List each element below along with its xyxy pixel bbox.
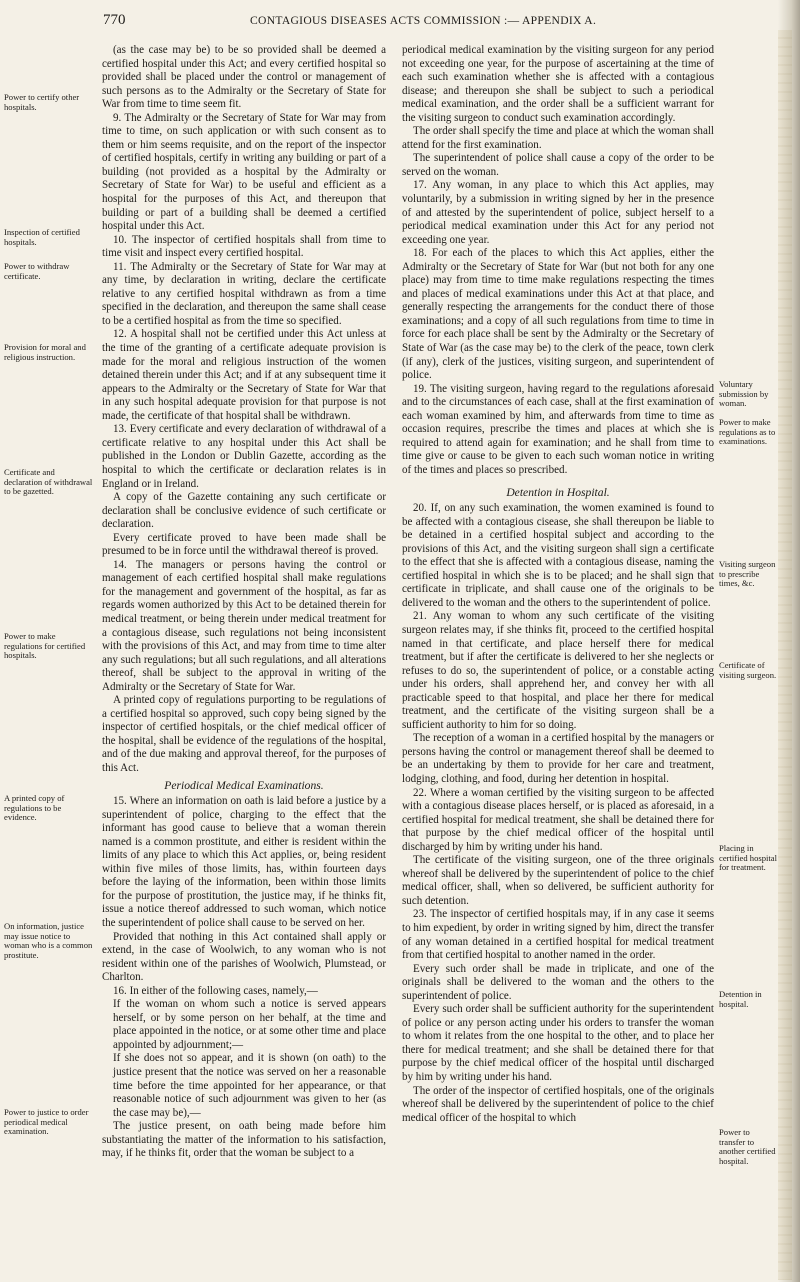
section-23: 23. The inspector of certified hospitals may, if in any case it seems to him expedient, by order in writing signed by him, direct the transfer of any woman detained in a certified hospital for medical treatment from that certified hospital to another named in the order. — [402, 908, 714, 962]
margin-note-right: Power to transfer to another certified hospital. — [719, 1127, 776, 1166]
paragraph: periodical medical examination by the visiting surgeon for any period not exceeding one year, for the purpose of ascertaining at the time of each such examination whether she is affected with a contagious disease; and thereupon she shall be subject to such a periodical medical examination, and the order shall be a sufficient warrant for the visiting surgeon to conduct such examination accordingly. — [402, 44, 714, 124]
margin-note-left: Inspection of certified hospitals. — [4, 227, 80, 247]
paragraph: The certificate of the visiting surgeon, one of the three originals whereof shall be delivered by the superintendent of police to the chief medical officer, shall, when so delivered, be sufficient authority for such detention. — [402, 854, 714, 907]
right-column — [402, 44, 714, 1125]
paragraph: The order shall specify the time and place at which the woman shall attend for the first examination. — [402, 125, 714, 151]
paragraph: Every such order shall be sufficient authority for the superintendent of police or any person acting under his orders to transfer the woman to whom it relates from the one hospital to the other, and to place her there for medical treatment; and she shall be detained there for that purpose by the chief medical officer of the hospital until discharged by him by writing under his hand. — [402, 1003, 714, 1084]
paragraph: Provided that nothing in this Act contained shall apply or extend, in the case of Woolwich, to any woman who is not resident within one of the parishes of Woolwich, Plumstead, or Charlton. — [102, 930, 386, 984]
indented-clause: If she does not so appear, and it is shown (on oath) to the justice present that the notice was served on her a reasonable time before the time appointed for her appearance, or that reasonable notice of such adjournment was given to her (as the case may be),— — [113, 1052, 386, 1119]
section-9: 9. The Admiralty or the Secretary of State for War may from time to time, on such application or with such consent as to them or him seems requisite, and on the report of the inspector of certified hospitals, certify in writing any building or part of a building (not provided as a hospital by the Admiralty or Secretary of State for War) to be useful and efficient as a hospital for the purposes of this Act, and thereupon that building or part of a building shall be deemed a certified hospital under this Act. — [102, 111, 386, 233]
margin-note-left: A printed copy of regulations to be evidence. — [4, 793, 65, 823]
section-12: 12. A hospital shall not be certified under this Act unless at the time of the granting of a certificate adequate provision is made for the moral and religious instruction of the women detained therein under this Act; and if at any subsequent time it appears to the Admiralty or the Secretary of State for War that in any such hospital adequate provision for that purpose is not made, the certificate of that hospital shall be withdrawn. — [102, 328, 386, 422]
section-16: 16. In either of the following cases, namely,— — [113, 984, 318, 997]
paragraph: The reception of a woman in a certified hospital by the managers or persons having the control or management thereof shall be deemed to be an undertaking by them to provide for her care and treatment, lodging, clothing, and food, during her detention in hospital. — [402, 732, 714, 785]
margin-note-left: Provision for moral and religious instruction. — [4, 342, 86, 362]
section-22: 22. Where a woman certified by the visiting surgeon to be affected with a contagious disease places herself, or is placed as aforesaid, in a certified hospital for medical treatment, she shall be detained there for that purpose by the chief medical officer of the hospital until discharged by him by writing under his hand. — [402, 786, 714, 853]
page-number: 770 — [103, 12, 126, 28]
paragraph: The order of the inspector of certified hospitals, one of the originals whereof shall be delivered by the superintendent of police to the chief medical officer of the hospital to which — [402, 1084, 714, 1124]
binding-shadow — [778, 0, 800, 1282]
section-heading: Periodical Medical Examinations. — [164, 778, 324, 792]
margin-note-right: Placing in certified hospital for treatment. — [719, 843, 777, 873]
paragraph: (as the case may be) to be so provided shall be deemed a certified hospital under this Act; and every certified hospital so provided shall be placed under the control or management of such persons as to the Admiralty or the Secretary of State for War from time to time seem fit. — [102, 44, 386, 111]
section-13: 13. Every certificate and every declaration of withdrawal of a certificate relative to any hospital under this Act shall be published in the London or Dublin Gazette, according as the hospital to which the certificate or declaration relates is in England or in Ireland. — [102, 423, 386, 490]
paragraph: The justice present, on oath being made before him substantiating the matter of the information to his satisfaction, may, if he thinks fit, order that the woman be subject to a — [102, 1120, 386, 1160]
section-21: 21. Any woman to whom any such certificate of the visiting surgeon relates may, if she thinks fit, proceed to the certified hospital named in that certificate, and place herself there for medical treatment, but if after the certificate is delivered to her she neglects or refuses to do so, the superintendent of police, or a constable acting under his orders, shall apprehend her, and convey her with all practicable speed to that hospital, and place her there for medical treatment, and the certificate of the visiting surgeon shall be a sufficient authority to him for so doing. — [402, 610, 714, 731]
margin-note-left: Power to justice to order periodical medical examination. — [4, 1107, 89, 1137]
margin-note-right: Visiting surgeon to prescribe times, &c. — [719, 559, 776, 589]
section-18: 18. For each of the places to which this Act applies, either the Admiralty or the Secretary of State for War (but not both for any one place) may from time to time make regulations respecting the times and places of medical examinations under this Act at that place, and generally respecting the arrangements for the conduct there of those examinations; and a copy of all such regulations from time to time in force for each place shall be sent by the Admiralty or the Secretary of State of War (as the case may be) to the clerk of the peace, town clerk (if any), clerk of the justices, visiting surgeon, and superintendent of police. — [402, 247, 714, 382]
margin-note-right: Voluntary submission by woman. — [719, 379, 769, 409]
page-header — [0, 12, 800, 32]
paragraph: A printed copy of regulations purporting to be regulations of a certified hospital so approved, such copy being signed by the inspector of certified hospitals, or the chief medical officer of the hospital, shall be evidence of the regulations of the hospital, and of the due making and approval thereof, for the purposes of this Act. — [102, 694, 386, 774]
margin-note-left: Certificate and declaration of withdrawal to be gazetted. — [4, 467, 93, 497]
margin-note-left: Power to certify other hospitals. — [4, 92, 80, 112]
section-15: 15. Where an information on oath is laid before a justice by a superintendent of police, charging to the effect that the informant has good cause to believe that a woman therein named is a common prostitute, and either is resident within the limits of any place to which this Act applies, or, being resident within five miles of those limits, has, within fourteen days before the laying of the information, been within those limits for the purpose of prostitution, the justice may, if he thinks fit, issue a notice thereof addressed to such woman, which notice the superintendent of police shall cause to be served on her. — [102, 795, 386, 929]
indented-clause: If the woman on whom such a notice is served appears herself, or by some person on her behalf, at the time and place appointed in the notice, or at some other time and place appointed by adjournment;— — [113, 998, 386, 1051]
margin-note-left: On information, justice may issue notice to woman who is a common prostitute. — [4, 921, 93, 960]
section-heading: Detention in Hospital. — [506, 485, 610, 499]
paragraph: A copy of the Gazette containing any such certificate or declaration shall be conclusive evidence of such certificate or declaration. — [102, 491, 386, 531]
section-20: 20. If, on any such examination, the women examined is found to be affected with a contagious cisease, she shall thereupon be liable to be detained in a certified hospital subject and according to the provisions of this Act, and the visiting surgeon shall sign a certificate to the effect that she is affected with a contagious disease, naming the certified hospital in which she is to be placed; and he shall sign that certificate in triplicate, and shall cause one of the originals to be delivered to the woman and the others to the superintendent of police. — [402, 502, 714, 609]
section-19: 19. The visiting surgeon, having regard to the regulations aforesaid and to the circumstances of each case, shall at the first examination of each woman examined by him, and afterwards from time to time as occasion requires, prescribe the times and places at which she is required to attend again for examination; and he shall from time to time give or cause to be given to each such woman notice in writing of the times and places so prescribed. — [402, 382, 714, 476]
margin-note-right: Power to make regulations as to examinations. — [719, 417, 776, 447]
margin-note-right: Certificate of visiting surgeon. — [719, 660, 777, 680]
paragraph: Every such order shall be made in triplicate, and one of the originals shall be delivered to the woman and the others to the superintendent of police. — [402, 962, 714, 1002]
left-column — [102, 44, 386, 1161]
section-17: 17. Any woman, in any place to which this Act applies, may voluntarily, by a submission in writing signed by her in the presence of and attested by the superintendent of police, subject herself to a periodical medical examination under this Act for any period not exceeding one year. — [402, 179, 714, 246]
margin-note-left: Power to withdraw certificate. — [4, 261, 70, 281]
margin-note-right: Detention in hospital. — [719, 989, 762, 1009]
running-title: CONTAGIOUS DISEASES ACTS COMMISSION :— APPENDIX A. — [250, 14, 597, 27]
section-10: 10. The inspector of certified hospitals shall from time to time visit and inspect every certified hospital. — [102, 233, 386, 260]
margin-note-left: Power to make regulations for certified hospitals. — [4, 631, 86, 661]
section-14: 14. The managers or persons having the control or management of each certified hospital shall make regulations for the management and government of the hospital, as far as regards women authorized by this Act to be detained therein for medical treatment, or being therein under medical treatment for a contagious disease, such regulations not being inconsistent with the provisions of this Act, and may from time to time alter any such regulations; but all such regulations, and all alterations thereof, shall be subject to the approval in writing of the Admiralty or the Secretary of State for War. — [102, 558, 386, 693]
section-11: 11. The Admiralty or the Secretary of State for War may at any time, by declaration in writing, declare the certificate relative to any certified hospital withdrawn as from a time specified in the declaration, and thereupon the same shall cease to be a certified hospital as from the time so specified. — [102, 260, 386, 327]
paragraph: The superintendent of police shall cause a copy of the order to be served on the woman. — [402, 152, 714, 178]
paragraph: Every certificate proved to have been made shall be presumed to be in force until the withdrawal thereof is proved. — [102, 531, 386, 558]
